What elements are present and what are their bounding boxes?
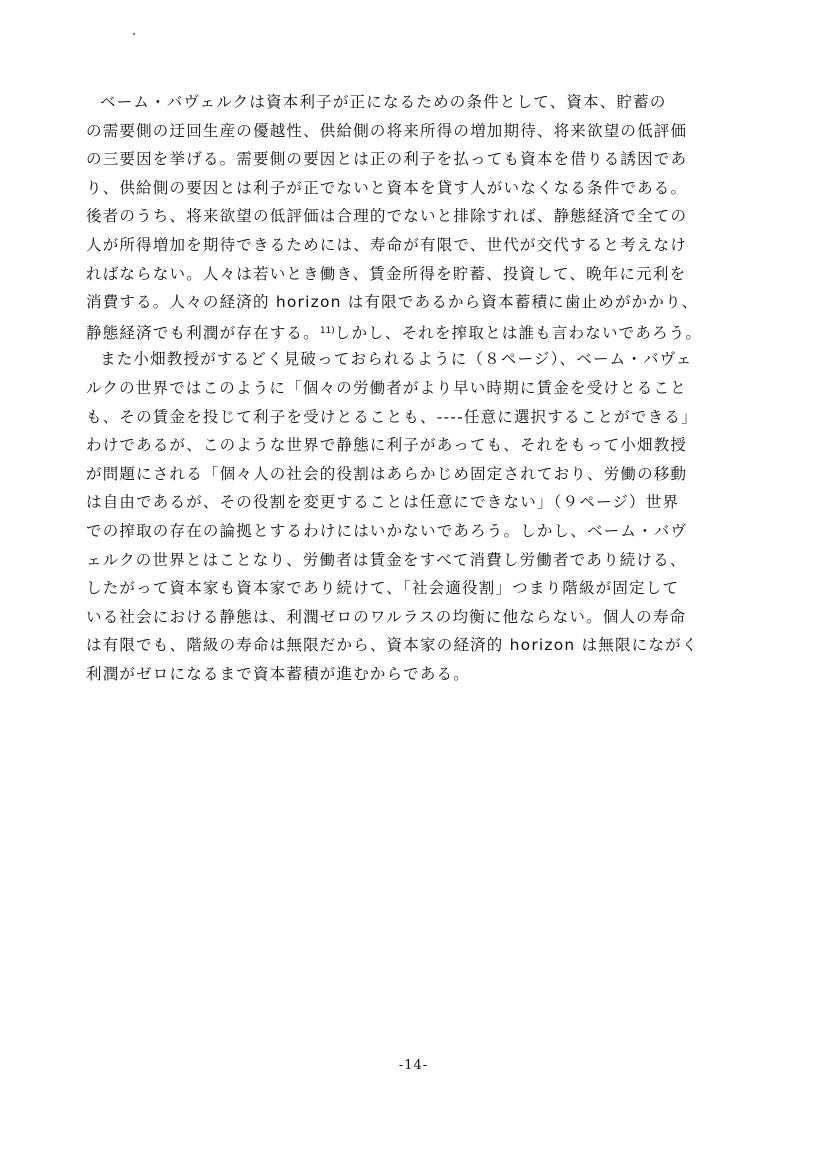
text-line: ェルクの世界とはことなり、労働者は賃金をすべて消費し労働者であり続ける、 <box>86 550 687 569</box>
text-line: り、供給側の要因とは利子が正でないと資本を貸す人がいなくなる条件である。 <box>86 178 688 197</box>
text-line-with-footnote <box>86 317 776 346</box>
text-line: また小畑教授がするどく見破っておられるように（８ページ）、ベーム・バヴェ <box>100 350 693 369</box>
paragraph-1 <box>86 88 776 345</box>
body-text <box>86 88 776 688</box>
text-line: ルクの世界ではこのように「個々の労働者がより早い時期に賃金を受けとること <box>86 378 687 397</box>
text-line: の三要因を挙げる。需要側の要因とは正の利子を払っても資本を借りる誘因であ <box>86 150 688 169</box>
text-line: ればならない。人々は若いとき働き、賃金所得を貯蓄、投資して、晩年に元利を <box>86 264 687 283</box>
text-line: いる社会における静態は、利潤ゼロのワルラスの均衡に他ならない。個人の寿命 <box>86 607 687 626</box>
text-line: での搾取の存在の論拠とするわけにはいかないであろう。しかし、ベーム・バヴ <box>86 521 688 540</box>
text-line: 利潤がゼロになるまで資本蓄積が進むからである。 <box>86 664 470 683</box>
text-line: が問題にされる「個々人の社会的役割はあらかじめ固定されており、労働の移動 <box>86 464 688 483</box>
text-segment: しかし、それを搾取とは誰も言わないであろう。 <box>334 323 703 342</box>
text-line: 消費する。人々の経済的 horizon は有限であるから資本蓄積に歯止めがかかり、 <box>86 293 699 312</box>
text-line: 後者のうち、将来欲望の低評価は合理的でないと排除すれば、静態経済で全ての <box>86 207 688 226</box>
footnote-reference: 11) <box>319 325 335 336</box>
text-line: したがって資本家も資本家であり続けて、「社会適役割」つまり階級が固定して <box>86 579 680 598</box>
text-line: は有限でも、階級の寿命は無限だから、資本家の経済的 horizon は無限にながく <box>86 636 699 655</box>
paragraph-2 <box>86 345 776 688</box>
text-line: 人が所得増加を期待できるためには、寿命が有限で、世代が交代すると考えなけ <box>86 235 687 254</box>
text-line: も、その賃金を投じて利子を受けとることも、----任意に選択することができる」 <box>86 407 698 426</box>
text-line: わけであるが、このような世界で静態に利子があっても、それをもって小畑教授 <box>86 436 688 455</box>
text-line: は自由であるが、その役割を変更することは任意にできない」（９ページ）世界 <box>86 493 680 512</box>
text-line: の需要側の迂回生産の優越性、供給側の将来所得の増加期待、将来欲望の低評価 <box>86 121 688 140</box>
text-line: ベーム・バヴェルクは資本利子が正になるための条件として、資本、貯蓄の <box>100 93 667 111</box>
scan-speck <box>133 33 135 35</box>
page-number: -14- <box>398 1058 429 1073</box>
text-segment: 静態経済でも利潤が存在する。 <box>86 323 320 342</box>
